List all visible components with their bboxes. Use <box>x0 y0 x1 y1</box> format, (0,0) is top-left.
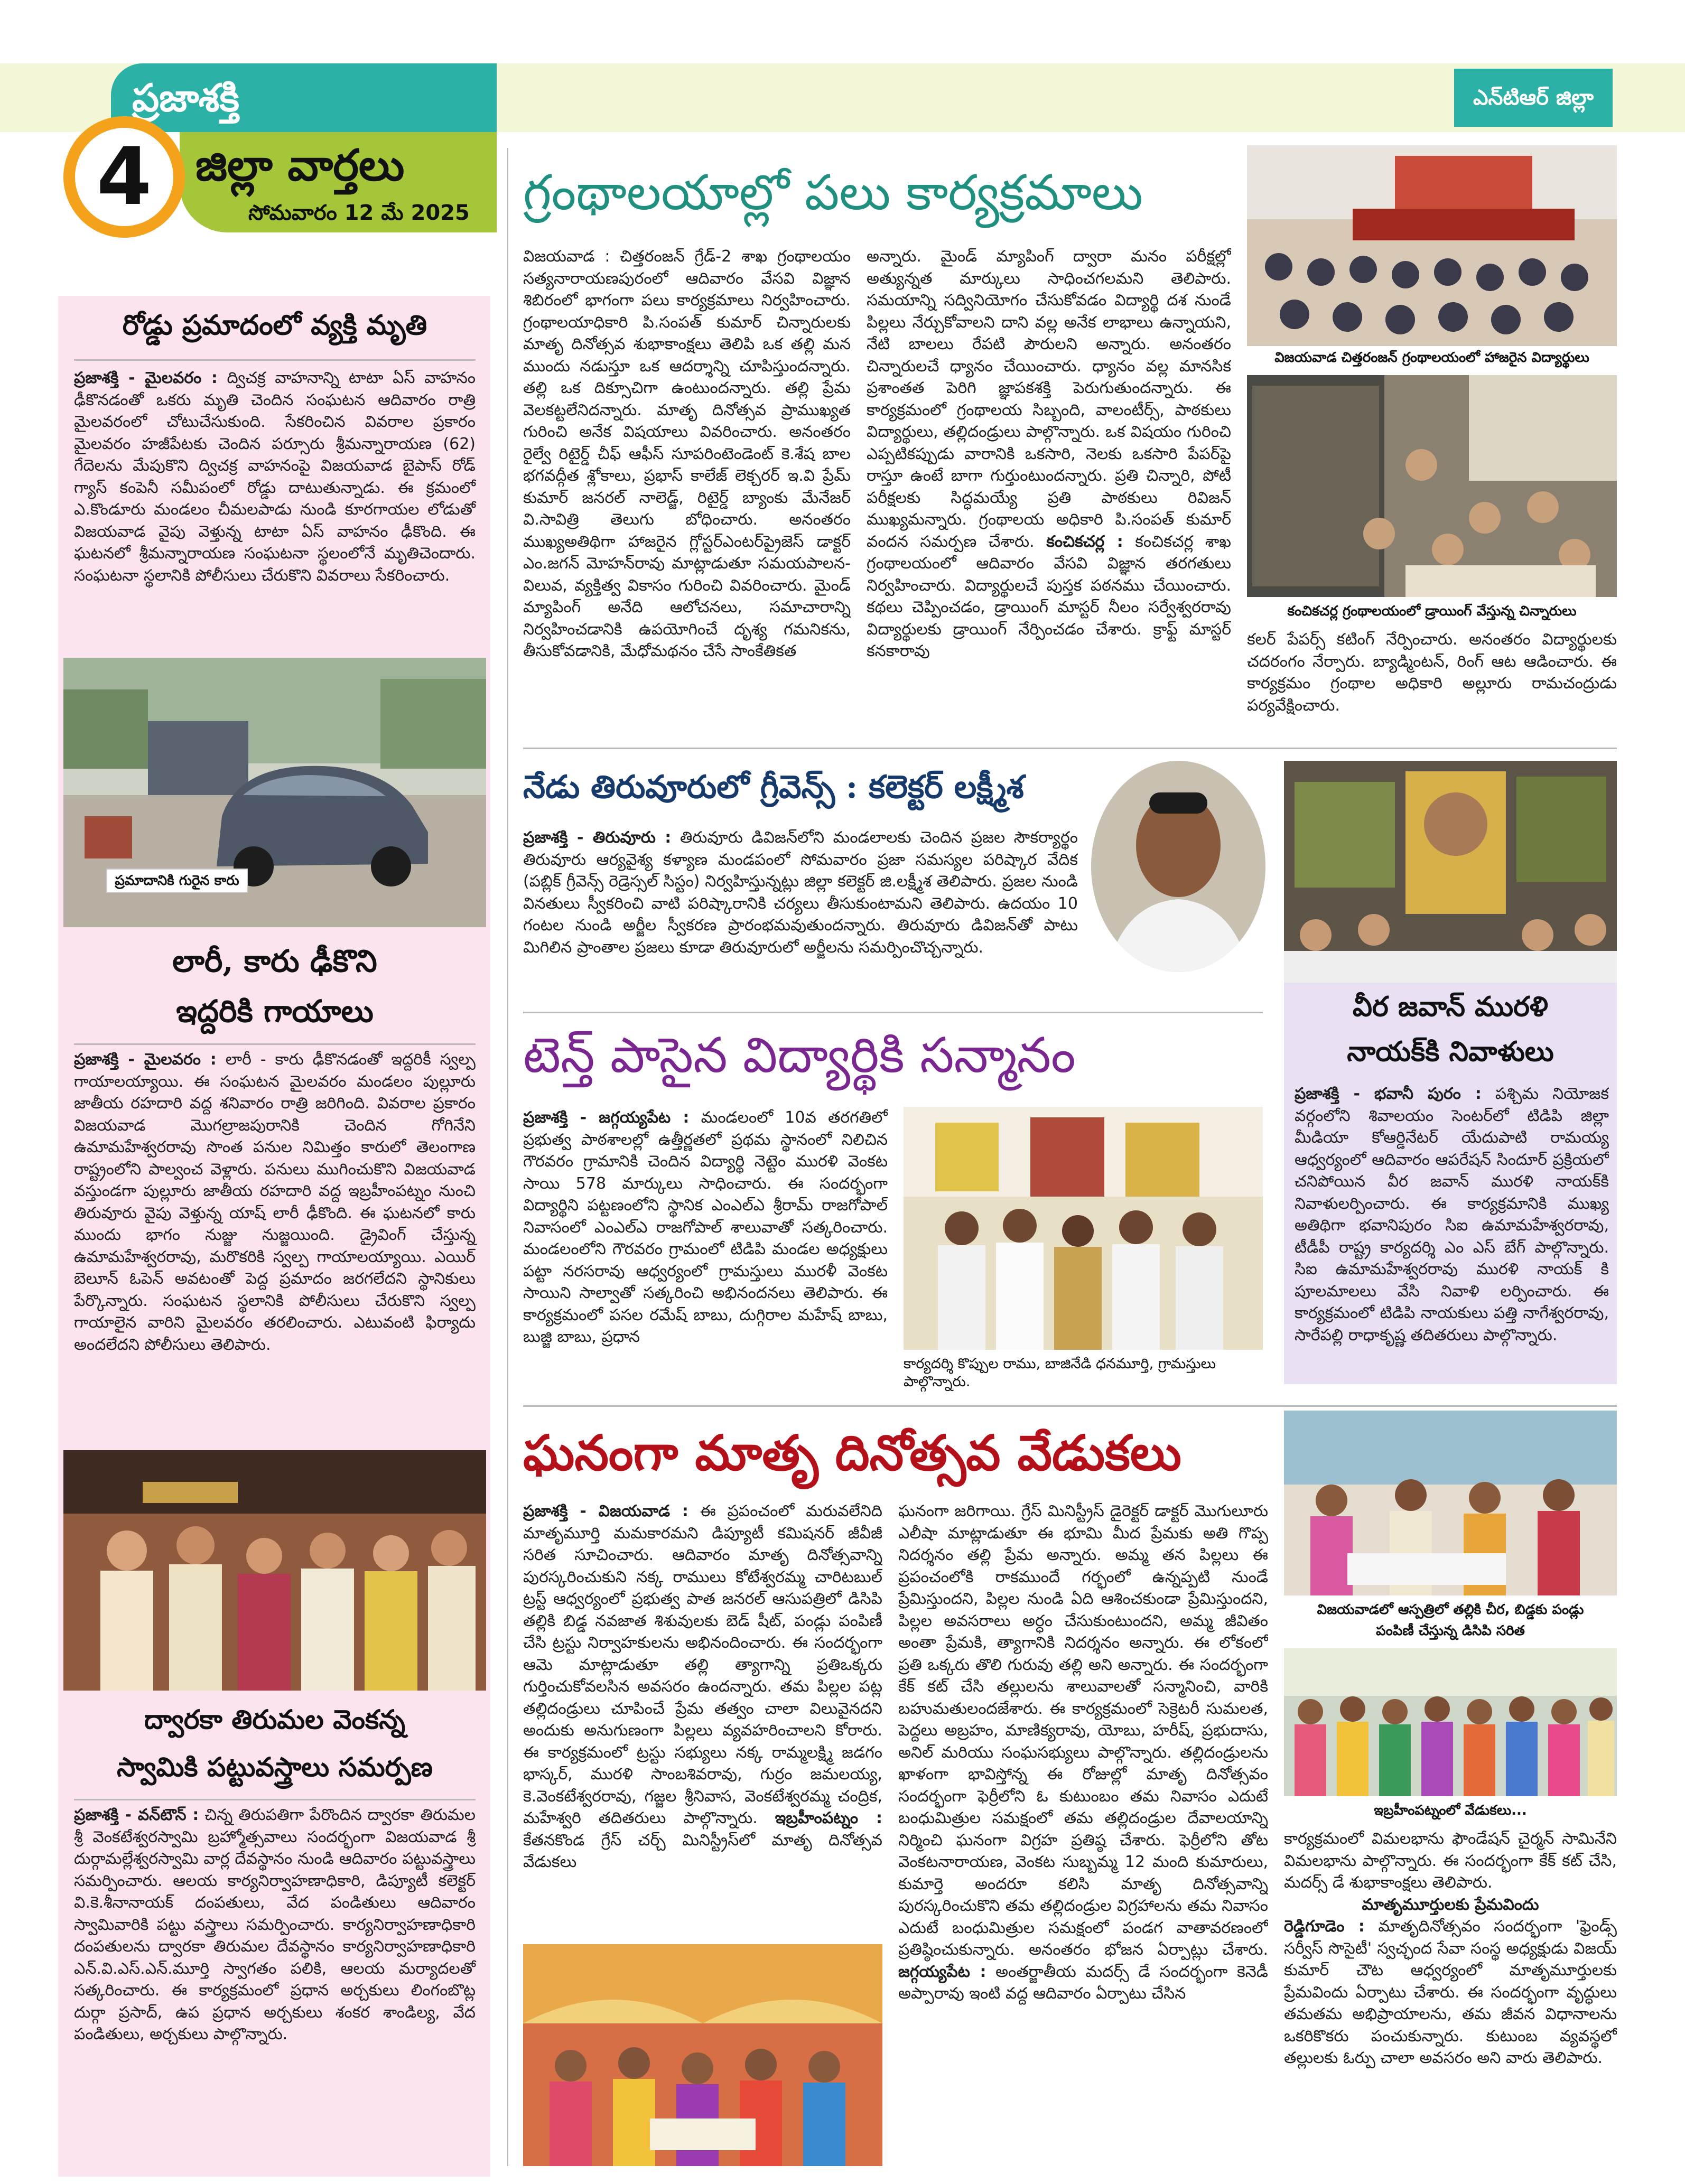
library-col3-text: కలర్ పేపర్స్ కటింగ్ నేర్పించారు. అనంతరం విద్యార్థులకు చదరంగం నేర్పారు. బ్యాడ్మింటన్, రింగ్ ఆట ఆడించారు. ఈ కార్యక్రమం గ్రంథాల అధికారి అల్లూరు రామచంద్రుడు పర్యవేక్షించారు. <box>1247 630 1617 715</box>
jawan-dateline: ప్రజాశక్తి - భవానీ పురం : <box>1295 1085 1482 1103</box>
jawan-photo <box>1284 761 1617 983</box>
mothers-col3 <box>1284 1828 1617 2166</box>
grievance-headline: నేడు తిరువూరులో గ్రీవెన్స్ : కలెక్టర్ లక్ష్మీశ <box>523 769 1024 806</box>
accident-text: ద్విచక్ర వాహనాన్ని టాటా ఏస్ వాహనం ఢీకొనడంతో ఒకరు మృతి చెందిన సంఘటన ఆదివారం రాత్రి మైలవరంలో చోటుచేసుకుంది. సేకరించిన వివరాల ప్రకారం మైలవరం హజీపేటకు చెందిన పర్సూరు శ్రీమన్నారాయణ (62) గేదెలను మేపుకొని ద్విచక్ర వాహనంపై విజయవాడ బైపాస్ రోడ్ గ్యాస్ కంపెనీ సమీపంలో రోడ్డు దాటుతున్నాడు. ఈ క్రమంలో ఎ.కొండూరు మండలం చీమలపాడు నుండి కూరగాయల లోడుతో విజయవాడ వైపు వెళ్తున్న టాటా ఏస్ వాహనం ఢీకొంది. ఈ ఘటనలో శ్రీమన్నారాయణ సంఘటనా స్థలంలోనే మృతిచెందారు. సంఘటనా స్థలానికి పోలీసులు చేరుకొని వివరాలు సేకరించారు. <box>74 369 476 585</box>
lorry-headline-line2: ఇద్దరికి గాయాలు <box>176 993 374 1029</box>
mothers-col1 <box>523 1500 882 1934</box>
tenth-dateline: ప్రజాశక్తి - జగ్గయ్యపేట : <box>523 1108 690 1127</box>
dwaraka-headline-line2: స్వామికి పట్టువస్త్రాలు సమర్పణ <box>117 1751 433 1782</box>
ibrahimpatnam-photo-caption: ఇబ్రహీంపట్నంలో వేడుకలు... <box>1374 1803 1527 1818</box>
mothers-col3b-dateline: రెడ్డిగూడెం : <box>1284 1917 1365 1936</box>
grievance-dateline: ప్రజాశక్తి - తిరువూరు : <box>523 828 672 847</box>
library-headline: గ్రంథాలయాల్లో పలు కార్యక్రమాలు <box>523 164 1143 221</box>
collector-photo <box>1091 761 1265 972</box>
accident-photo-caption: ప్రమాదానికి గురైన కారు <box>77 872 277 897</box>
dwaraka-headline-line1: ద్వారకా తిరుమల వెంకన్న <box>144 1704 406 1735</box>
library-col1-text: విజయవాడ : చిత్తరంజన్ గ్రేడ్-2 శాఖ గ్రంథాలయం సత్యనారాయణపురంలో ఆదివారం వేసవి విజ్ఞాన శిబిరంలో భాగంగా పలు కార్యక్రమాలు నిర్వహించారు. గ్రంథాలయాధికారి పి.సంపత్ కుమార్ చిన్నారులకు మాతృ దినోత్సవ శుభాకాంక్షలు తెలిపి ఒక తల్లి మన ముందు నడుస్తూ ఒక ఆదర్శాన్ని చూపిస్తుందన్నారు. తల్లి ఒక దిక్సూచిగా ఉంటుందన్నారు. తల్లి ప్రేమ వెలకట్టలేనిదన్నారు. మాతృ దినోత్సవ ప్రాముఖ్యత గురించి అనేక విషయాలు వివరించారు. అనంతరం రైల్వే రిటైర్డ్ చీఫ్ ఆఫీస్ సూపరింటెండెంట్ కె.శేష బాల భగవద్గీత శ్లోకాలు, ప్రభాస్ కాలేజ్ లెక్చరర్ ఇ.వి ప్రేమ్ కుమార్ జనరల్ నాలెడ్జ్, రిటైర్డ్ బ్యాంకు మేనేజర్ వి.సావిత్రి తెలుగు బోధించారు. అనంతరం ముఖ్యఅతిథిగా హాజరైన గ్లోస్టర్‌ఎంటర్‌ప్రైజెస్ డాక్టర్ ఎం.జగన్ మోహన్‌రావు మాట్లాడుతూ సమయపాలన-విలువ, వ్యక్తిత్వ వికాసం గురించి వివరించారు. మైండ్ మ్యాపింగ్ అనేది ఆలోచనలు, సమాచారాన్ని నిర్వహించడానికి ఉపయోగించే దృశ్య గమనికను, తీసుకోవడానికి, మేధోమథనం చేసే సాంకేతికత <box>523 247 851 660</box>
library-col3 <box>1247 629 1617 734</box>
mothers-col2-text: ఘనంగా జరిగాయి. గ్రేస్ మినిస్ట్రీస్ డైరెక్టర్ డాక్టర్ మొగులూరు ఎలీషా మాట్లాడుతూ ఈ భూమి మీద ప్రేమకు అతి గొప్ప నిదర్శనం తల్లి ప్రేమ అన్నారు. అమ్మ తన పిల్లలు ఈ ప్రపంచంలోకి రాకముందే గర్భంలో ఉన్నప్పటి నుండే ప్రేమిస్తుందని, పిల్లల నుండి ఏది ఆశించకుండా ప్రేమిస్తుందని, పిల్లల అవసరాలు అర్ధం చేసుకుంటుందని, అమ్మ జీవితం అంతా ప్రేమకి, త్యాగానికి నిదర్శనం అన్నారు. ఈ లోకంలో ప్రతి ఒక్కరు తొలి గురువు తల్లి అని అన్నారు. ఈ సందర్భంగా కేక్ కట్ చేసి తల్లులను శాలువాలతో సన్మానించి, వారికి బహుమతులందజేశారు. ఈ కార్యక్రమంలో సెక్రెటరీ సుమలత, పెద్దలు అబ్రహం, మాణిక్యరావు, యోబు, హరీష్, ప్రభుదాసు, అనిల్ మరియు సంఘసభ్యులు పాల్గొన్నారు. తల్లిదండ్రులను ఖాళంగా భావిస్తోన్న ఈ రోజుల్లో మాతృ దినోత్సవం సందర్భంగా ఫెర్రీలోని ఓ కుటుంబం తమ నివాసం ఎదుటే బంధుమిత్రుల సమక్షంలో తమ తల్లిదండ్రుల దేవాలయాన్ని నిర్మించి ఘనంగా విగ్రహ ప్రతిష్ఠ చేశారు. ఫెర్రీలోని తోట వెంకటనారాయణ, వెంకట సుబ్బమ్మ 12 మంది కుమారులు, కుమార్తె అందరూ కలిసి మాతృ దినోత్సవాన్ని పురస్కరించుకొని తమ తల్లిదండ్రుల విగ్రహాలను తమ నివాసం ఎదుటే బంధుమిత్రుల సమక్షంలో పండగ వాతావరణంలో ప్రతిష్ఠించుకున్నారు. అనంతరం భోజన ఏర్పాట్లు చేశారు. <box>898 1502 1268 1959</box>
dwaraka-dateline: ప్రజాశక్తి - వన్‌టౌన్ : <box>74 1806 199 1824</box>
divider <box>74 1043 476 1045</box>
accident-dateline: ప్రజాశక్తి - మైలవరం : <box>74 369 218 387</box>
jawan-body <box>1295 1083 1609 1379</box>
library-photo-1-caption: విజయవాడ చిత్తరంజన్ గ్రంథాలయంలో హాజరైన విద్యార్థులు <box>1274 350 1589 366</box>
section-title: జిల్లా వార్తలు <box>196 140 405 191</box>
lorry-headline-line1: లారీ, కారు ఢీకొని <box>172 943 377 979</box>
library-photo-2 <box>1247 375 1617 597</box>
jawan-text: పశ్చిమ నియోజక వర్గంలోని శివాలయం సెంటర్‌లో టిడిపి జిల్లా మీడియా కోఆర్డినేటర్ యేదుపాటి రామయ్య ఆధ్వర్యంలో ఆదివారం ఆపరేషన్ సిందూర్ ప్రక్రియలో చనిపోయిన వీర జవాన్ మురళి నాయక్‌కి నివాళులర్పించారు. ఈ కార్యక్రమానికి ముఖ్య అతిథిగా భవానిపురం సిఐ ఉమామహేశ్వరరావు, టీడీపీ రాష్ట్ర కార్యదర్శి ఎం ఎస్ బేగ్ పాల్గొన్నారు. సిఐ ఉమామహేశ్వరరావు మురళి నాయక్ కి పూలమాలలు వేసి నివాళి లర్పించారు. ఈ కార్యక్రమంలో టిడిపి నాయకులు పత్తి నాగేశ్వరరావు, సారేపల్లి రాధాకృష్ణ తదితరులు పాల్గొన్నారు. <box>1295 1085 1609 1345</box>
lorry-dateline: ప్రజాశక్తి - మైలవరం : <box>74 1050 217 1069</box>
tenth-text: మండలంలో 10వ తరగతిలో ప్రభుత్వ పాఠశాలల్లో ఉత్తీర్ణతలో ప్రథమ స్థానంలో నిలిచిన గౌరవరం గ్రామానికి చెందిన విద్యార్థి నెట్టెం మురళి వెంకట సాయి 578 మార్కులు సాధించారు. ఈ సందర్భంగా విద్యార్థిని పట్టణంలోని స్థానిక ఎంఎల్ఎ శ్రీరామ్ రాజగోపాల్ నివాసంలో ఎంఎల్ఎ రాజగోపాల్ శాలువాతో సత్కరించారు. మండలంలోని గౌరవరం గ్రామంలో టిడిపి మండల అధ్యక్షులు పట్టా నరసరావు ఆధ్వర్యంలో గ్రామస్తులు మురళీ వెంకట సాయిని సాల్వాతో సత్కరించి అభినందనలు తెలిపారు. ఈ కార్యక్రమంలో పసల రమేష్ బాబు, దుగ్గిరాల మహేష్ బాబు, బుజ్జి బాబు, ప్రధాన <box>523 1108 888 1346</box>
library-col2b-dateline: కంచికచర్ల : <box>1046 532 1123 551</box>
church-photo <box>523 1944 882 2166</box>
grievance-body <box>523 827 1078 1006</box>
library-col2b-text: కంచికచర్ల శాఖ గ్రంథాలయంలో ఆదివారం వేసవి విజ్ఞాన తరగతులు నిర్వహించారు. విద్యార్థులచే పుస్తక పఠనము చేయించారు. కథలు చెప్పించడం, డ్రాయింగ్ మాస్టర్ నీలం సర్వేశ్వరరావు విద్యార్థులకు డ్రాయింగ్ నేర్పించడం చేశారు. క్రాఫ్ట్ మాస్టర్ కనకారావు <box>867 532 1231 660</box>
library-photo-2-caption: కంచికచర్ల గ్రంథాలయంలో డ్రాయింగ్ వేస్తున్న చిన్నారులు <box>1287 603 1577 619</box>
hospital-photo-caption-line1: విజయవాడలో ఆస్పత్రిలో తల్లికి చీర, బిడ్డకు పండ్లు <box>1317 1602 1584 1618</box>
lorry-body <box>74 1049 476 1429</box>
grievance-text: తిరువూరు డివిజన్‌లోని మండలాలకు చెందిన ప్రజల సౌకర్యార్థం తిరువూరు ఆర్యవైశ్య కళ్యాణ మండపంలో సోమవారం ప్రజా సమస్యల పరిష్కార వేదిక (పబ్లిక్ గ్రీవెన్స్ రెడ్రెస్సల్ సిస్టం) నిర్వహిస్తున్నట్లు జిల్లా కలెక్టర్ జి.లక్ష్మీశ తెలిపారు. ప్రజల నుండి వినతులు స్వీకరించి వాటి పరిష్కారానికి చర్యలు తీసుకుంటామని తెలిపారు. ఉదయం 10 గంటల నుండి అర్జీల స్వీకరణ ప్రారంభమవుతుందన్నారు. తిరువూరు డివిజన్‌తో పాటు మిగిలిన ప్రాంతాల ప్రజలు కూడా తిరువూరులో అర్జీలను సమర్పించొచ్చన్నారు. <box>523 828 1078 957</box>
dwaraka-text: చిన్న తిరుపతిగా పేరొందిన ద్వారకా తిరుమల శ్రీ వెంకటేశ్వరస్వామి బ్రహ్మోత్సవాలు సందర్భంగా విజయవాడ శ్రీ దుర్గామల్లేశ్వరస్వామి వార్ల దేవస్థానం నుండి ఆదివారం పట్టువస్త్రాలు సమర్పించారు. ఆలయ కార్యనిర్వాహణాధికారి, డిప్యూటీ కలెక్టర్ వి.కె.శీనానాయక్ దంపతులు, వేద పండితులు ఆదివారం స్వామివారికి పట్టు వస్త్రాలు సమర్పించారు. కార్యనిర్వాహణాధికారి దంపతులను ద్వారకా తిరుమల దేవస్థానం కార్యనిర్వాహణాధికారి ఎన్.వి.ఎస్.ఎన్.మూర్తి స్వాగతం పలికి, ఆలయ మర్యాదలతో సత్కరించారు. ఈ కార్యక్రమంలో ప్రధాన అర్చకులు లింగంబొట్ల దుర్గా ప్రసాద్, ఉప ప్రధాన అర్చకులు శంకర శాండిల్య, వేద పండితులు, అర్చకులు పాల్గొన్నారు. <box>74 1806 476 2043</box>
divider <box>74 359 476 361</box>
divider <box>523 1012 1263 1013</box>
tenth-headline: టెన్త్ పాసైన విద్యార్థికి సన్మానం <box>523 1027 1076 1084</box>
tenth-photo <box>904 1107 1263 1350</box>
mothers-col3b-text: మాతృదినోత్సవం సందర్భంగా 'ఫ్రెండ్స్ సర్వీస్ సొసైటీ' స్వచ్ఛంద సేవా సంస్థ అధ్యక్షుడు విజయ్ కుమార్ చౌట ఆధ్వర్యంలో మాతృమూర్తులకు ప్రేమవిందు ఏర్పాటు చేశారు. ఈ సందర్భంగా వృద్ధులు తమతమ అభిప్రాయాలను, తమ జీవన విధానాలను ఒకరికొకరు పంచుకున్నారు. కుటుంబ వ్యవస్థలో తల్లులకు ఓర్పు చాలా అవసరం అని వారు తెలిపారు. <box>1284 1917 1617 2067</box>
mothers-col3-subhead: మాతృమూర్తులకు ప్రేమవిందు <box>1362 1895 1539 1914</box>
library-col2 <box>867 246 1231 737</box>
tenth-photo-caption: కార్యదర్శి కొప్పుల రాము, బాజినేడి ధనమూర్తి, గ్రామస్తులు పాల్గొన్నారు. <box>904 1356 1216 1390</box>
jawan-headline-line1: వీర జవాన్ మురళి <box>1352 991 1549 1023</box>
page-number: 4 <box>63 116 185 238</box>
temple-photo <box>63 1450 486 1691</box>
mothers-col2b-dateline: జగ్గయ్యపేట : <box>898 1962 986 1981</box>
divider <box>523 748 1617 749</box>
mothers-dateline: ప్రజాశక్తి - విజయవాడ : <box>523 1502 688 1520</box>
library-col2-text: అన్నారు. మైండ్ మ్యాపింగ్ ద్వారా మనం పరీక్షల్లో అత్యున్నత మార్కులు సాధించగలమని తెలిపారు. సమయాన్ని సద్వినియోగం చేసుకోవడం విద్యార్థి దశ నుండే పిల్లలు నేర్చుకోవాలని దాని వల్ల అనేక లాభాలు ఉన్నాయని, నేటి బాలలు రేపటి పౌరులని అన్నారు. అనంతరం చిన్నారులచే ధ్యానం చేయించారు. ధ్యానం వల్ల మానసిక ప్రశాంతత పెరిగి జ్ఞాపకశక్తి పెరుగుతుందన్నారు. ఈ కార్యక్రమంలో గ్రంథాలయ సిబ్బంది, వాలంటీర్స్, పాఠకులు విద్యార్థులు, తల్లిదండ్రులు పాల్గొన్నారు. ఒక విషయం గురించి ఎప్పటికప్పుడు వారానికి ఒకసారి, నెలకు ఒకసారి పేపర్‌పై రాస్తూ ఉంటే బాగా గుర్తుంటుందన్నారు. ప్రతి చిన్నారి, పోటీ పరీక్షలకు సిద్ధమయ్యే ప్రతి పాఠకులు రివిజన్ ముఖ్యమన్నారు. గ్రంథాలయ అధికారి పి.సంపత్ కుమార్ వందన సమర్పణ చేశారు. <box>867 247 1231 551</box>
mothers-col2b-text: అంతర్జాతీయ మదర్స్ డే సందర్భంగా కెనెడీ అప్పారావు ఇంటి వద్ద ఆదివారం ఏర్పాటు చేసిన <box>898 1962 1268 2003</box>
mothers-col3-text: కార్యక్రమంలో విమలభాను ఫౌండేషన్ చైర్మన్ సామినేని విమలభాను పాల్గొన్నారు. ఈ సందర్భంగా కేక్ కట్ చేసి, మదర్స్ డే శుభాకాంక్షలు తెలిపారు. <box>1284 1830 1617 1892</box>
dwaraka-body <box>74 1804 476 2169</box>
mothers-col1b-dateline: ఇబ్రహీంపట్నం : <box>775 1809 882 1827</box>
mothers-col2 <box>898 1500 1268 2166</box>
issue-date: సోమవారం 12 మే 2025 <box>248 201 470 225</box>
library-col1 <box>523 246 851 737</box>
lorry-text: లారీ - కారు ఢీకొనడంతో ఇద్దరికీ స్వల్ప గాయాలయ్యాయి. ఈ సంఘటన మైలవరం మండలం పుల్లూరు జాతీయ రహదారి వద్ద శనివారం రాత్రి జరిగింది. వివరాల ప్రకారం విజయవాడ మొగల్రాజపురానికి చెందిన గోగినేని ఉమామహేశ్వరరావు సొంత పనుల నిమిత్తం కారులో తెలంగాణ రాష్ట్రంలోని పాల్వంచ వెళ్లారు. పనులు ముగించుకొని విజయవాడ వస్తుండగా పుల్లూరు జాతీయ రహదారి వద్ద ఇబ్రహీంపట్నం నుంచి తిరువూరు వైపు వెళ్తున్న యాష్ లారీ ఢీకొంది. ఈ ఘటనలో కారు ముందు భాగం నుజ్జు నుజ్జయింది. డ్రైవింగ్ చేస్తున్న ఉమామహేశ్వరరావు, మరొకరికి స్వల్ప గాయాలయ్యాయి. ఎయిర్ బెలూన్ ఓపెన్ అవటంతో పెద్ద ప్రమాదం జరగలేదని స్థానికులు పేర్కొన్నారు. సంఘటన స్థలానికి పోలీసులు చేరుకొని స్వల్ప గాయాలైన వారిని మైలవరం తరలించారు. ఎటువంటి ఫిర్యాదు అందలేదని పోలీసులు తెలిపారు. <box>74 1050 476 1354</box>
edition-tag: ఎన్‌టిఆర్ జిల్లా <box>1454 69 1613 127</box>
mothers-col1-text: ఈ ప్రపంచంలో మరువలేనిది మాతృమూర్తి మమకారమని డిప్యూటీ కమిషనర్ జీవీజీ సరిత సూచించారు. ఆదివారం మాతృ దినోత్సవాన్ని పురస్కరించుకుని నక్క రాములు కోటేశ్వరమ్మ చారిటబుల్ ట్రస్ట్ ఆధ్వర్యంలో ప్రభుత్వ పాత జనరల్ ఆసుపత్రిలో డిసిపి తల్లికి బిడ్డ నవజాత శిశువులకు బెడ్ షీట్, పండ్లు పంపిణీ చేసి ట్రస్టు నిర్వాహకులను అభినందించారు. ఈ సందర్భంగా ఆమె మాట్లాడుతూ తల్లి త్యాగాన్ని ప్రతిఒక్కరు గుర్తించుకోవలసిన అవసరం ఉందన్నారు. తమ పిల్లల పట్ల తల్లిదండ్రులు చూపించే ప్రేమ తత్వం చాలా విలువైనదని అందుకు అనుగుణంగా పిల్లలు వ్యవహరించాలని కోరారు. ఈ కార్యక్రమంలో ట్రస్టు సభ్యులు నక్క రామ్మలక్ష్మి జడగం భాస్కర్, మురళి సాంబశివరావు, గుర్రం జమలయ్య, కె.వెంకటేశ్వరరావు, గజ్జల శ్రీనివాస, వెంకటేశ్వరమ్మ చంద్రిక, మహేశ్వరి తదితరులు పాల్గొన్నారు. <box>523 1502 882 1827</box>
mothers-headline: ఘనంగా మాతృ దినోత్సవ వేడుకలు <box>523 1424 1181 1481</box>
hospital-photo-caption-line2: పంపిణీ చేస్తున్న డిసిపి సరిత <box>1376 1623 1525 1639</box>
divider <box>523 1405 1617 1407</box>
newspaper-brand: ప్రజాశక్తి <box>132 75 239 120</box>
column-separator <box>507 148 508 2166</box>
ibrahimpatnam-photo <box>1284 1648 1617 1796</box>
jawan-headline-line2: నాయక్‌కి నివాళులు <box>1347 1035 1554 1068</box>
accident-body <box>74 367 476 642</box>
mothers-col1b-text: కేతనకొండ గ్రేస్ చర్చ్ మినిస్ట్రీస్‌లో మాతృ దినోత్సవ వేడుకలు <box>523 1831 882 1871</box>
hospital-photo <box>1284 1411 1617 1595</box>
accident-headline: రోడ్డు ప్రమాదంలో వ్యక్తి మృతి <box>122 309 427 341</box>
divider <box>74 1799 476 1800</box>
library-photo-1 <box>1247 145 1617 346</box>
